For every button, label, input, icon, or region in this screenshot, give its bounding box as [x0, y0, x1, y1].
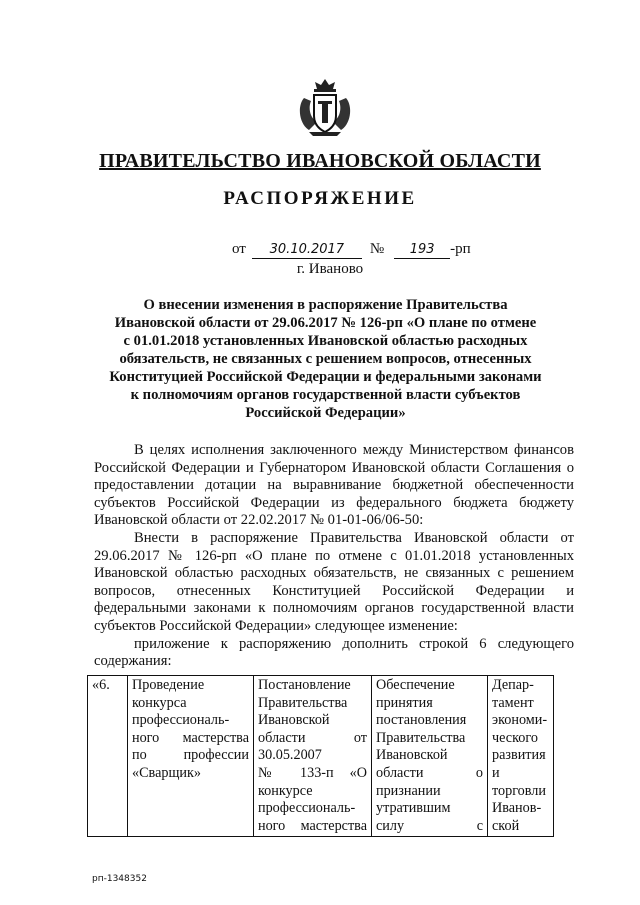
cell-line: Ивановской	[376, 747, 448, 764]
cell-line: профессиональ-	[258, 800, 356, 817]
cell-line: области от	[258, 729, 367, 746]
cell-line: по профессии	[132, 747, 249, 764]
cell-line: Ивановской	[258, 712, 330, 729]
row-number: «6.	[92, 677, 110, 693]
heading-line: с 01.01.2018 установленных Ивановской областью расходных	[123, 333, 528, 349]
cell-line: тамент	[492, 694, 534, 711]
date-number-line	[232, 241, 471, 259]
cell-line: принятия	[376, 694, 433, 711]
heading-line: Конституцией Российской Федерации и федеральными законами	[109, 369, 542, 385]
document-code: рп-1348352	[92, 874, 147, 884]
cell-line: конкурса	[132, 694, 187, 711]
cell-line: ного мастерства	[132, 729, 249, 746]
cell-line: Правительства	[258, 694, 348, 711]
number-symbol: №	[369, 241, 385, 257]
cell-line: Постановление	[258, 677, 351, 693]
cell-line: Правительства	[376, 729, 466, 746]
heading-line: к полномочиям органов государственной власти субъектов	[130, 387, 521, 403]
body-paragraph-3: приложение к распоряжению дополнить строкой 6 следующего содержания:	[94, 635, 574, 670]
cell-line: «Сварщик»	[132, 764, 201, 781]
cell-line: ческого	[492, 729, 538, 746]
cell-line: постановления	[376, 712, 467, 729]
cell-line: ской	[492, 817, 520, 834]
cell-line: конкурсе	[258, 782, 313, 799]
table-cell-measure	[372, 676, 488, 837]
table-cell-number	[88, 676, 128, 837]
cell-line: области о	[376, 764, 483, 781]
heading-line: Ивановской области от 29.06.2017 № 126-рп «О плане по отмене	[114, 315, 537, 331]
number-suffix: -рп	[450, 241, 471, 257]
ivanovo-coat-of-arms-icon	[295, 76, 355, 138]
appendix-table	[87, 675, 554, 837]
table-row	[88, 676, 554, 837]
document-heading	[108, 296, 543, 422]
cell-line: развития	[492, 747, 546, 764]
number-value: 193	[394, 241, 450, 259]
table-cell-responsible	[488, 676, 554, 837]
cell-line: Депар-	[492, 677, 534, 693]
document-body	[94, 442, 574, 671]
date-value: 30.10.2017	[252, 241, 362, 259]
city: г. Иваново	[296, 261, 364, 277]
cell-line: № 133-п «О	[258, 764, 367, 781]
cell-line: признании	[376, 782, 441, 799]
cell-line: экономи-	[492, 712, 548, 729]
heading-line: обязательств, не связанных с решением вопросов, отнесенных	[119, 351, 532, 367]
cell-line: утратившим	[376, 800, 451, 817]
cell-line: Иванов-	[492, 800, 542, 817]
cell-line: Обеспечение	[376, 677, 455, 693]
cell-line: Проведение	[132, 677, 205, 693]
body-paragraph-1: В целях исполнения заключенного между Министерством финансов Российской Федерации и Губернатором Ивановской области Соглашения о предоставлении дотации на выравнивание бюджетной обеспеченности субъектов Российской Федерации из федерального бюджета бюджету Ивановской области от 22.02.2017 № 01-01-06/06-50:	[94, 442, 574, 529]
heading-line: О внесении изменения в распоряжение Правительства	[143, 297, 508, 313]
table-cell-act	[254, 676, 372, 837]
cell-line: 30.05.2007	[258, 747, 322, 764]
cell-line: силу с	[376, 817, 483, 834]
table-cell-event	[128, 676, 254, 837]
cell-line: ного мастерства	[258, 817, 367, 834]
heading-line: Российской Федерации»	[245, 405, 406, 421]
date-prefix: от	[232, 241, 246, 257]
document-type: РАСПОРЯЖЕНИЕ	[223, 188, 417, 209]
government-title: ПРАВИТЕЛЬСТВО ИВАНОВСКОЙ ОБЛАСТИ	[99, 150, 541, 172]
cell-line: профессиональ-	[132, 712, 230, 729]
cell-line: торговли	[492, 782, 546, 799]
body-paragraph-2: Внести в распоряжение Правительства Ивановской области от 29.06.2017 № 126-рп «О плане по отмене с 01.01.2018 установленных Ивановской областью расходных обязательств, не связанных с решением вопросов, отнесенных Конституцией Российской Федерации и федеральными законами к полномочиям органов государственной власти субъектов Российской Федерации» следующее изменение:	[94, 529, 574, 634]
cell-line: и	[492, 764, 500, 781]
